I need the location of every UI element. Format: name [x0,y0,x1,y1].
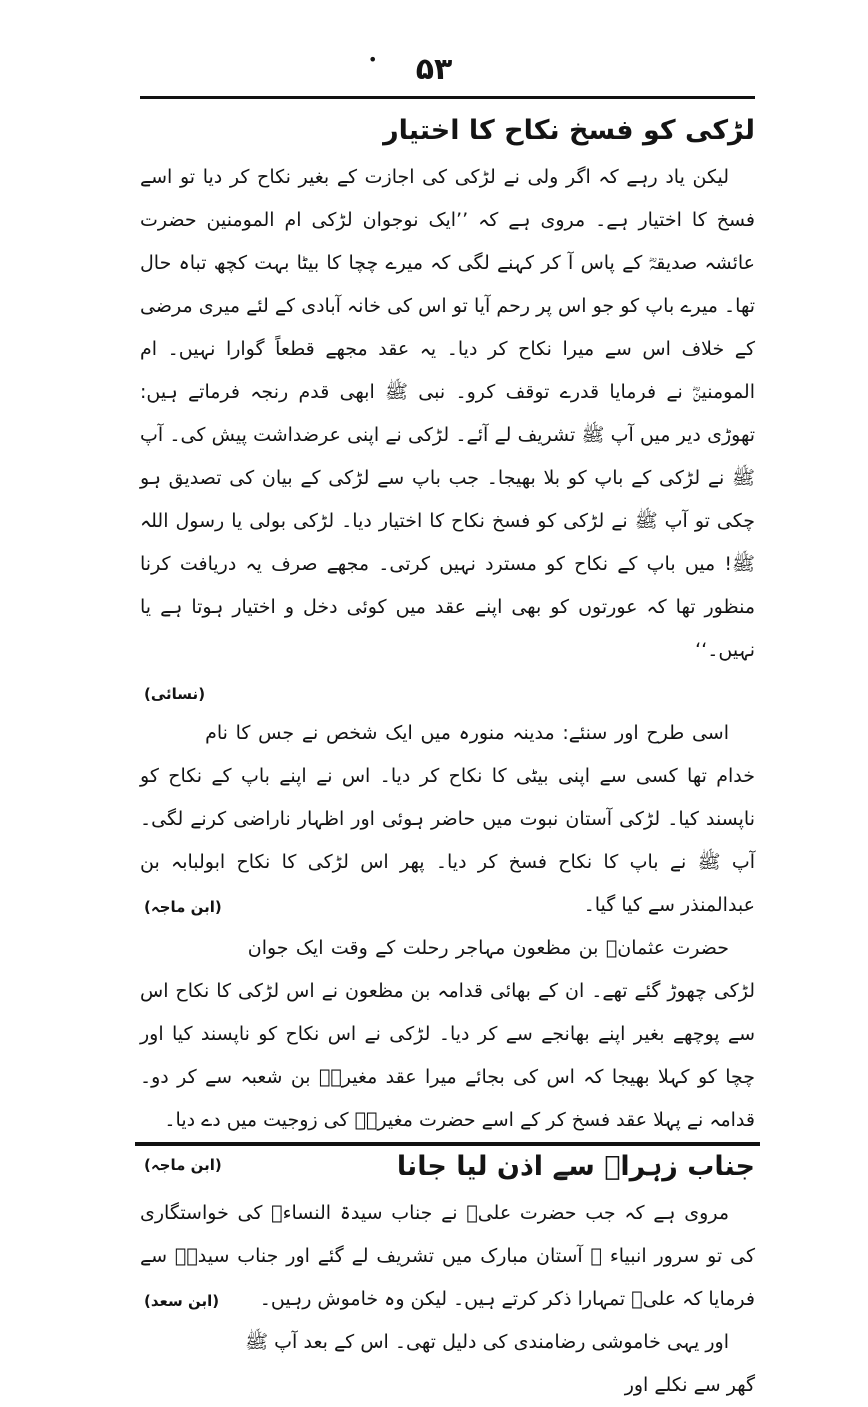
bottom-rule [135,1142,760,1146]
paragraph [140,712,755,927]
citation: (ابن ماجہ) [144,1156,222,1174]
paragraph-text: اسی طرح اور سنئے: مدینہ منورہ میں ایک شخص نے جس کا نام خدام تھا کسی سے اپنی بیٹی کا نکاح کر دیا۔ اس نے اپنے باپ کے نکاح کو ناپسند کیا۔ لڑکی آستان نبوت میں حاضر ہوئی اور اظہار ناراضی کرنے لگی۔ آپ ﷺ نے باپ کا نکاح فسخ کر دیا۔ پھر اس لڑکی کا نکاح ابولبابہ بن عبدالمنذر سے کیا گیا۔ [140,722,755,916]
paragraph-text: مروی ہے کہ جب حضرت علیؑ نے جناب سیدۃ النساءؑ کی خواستگاری کی تو سرور انبیاء ﷺ آستان مبارک میں تشریف لے گئے اور جناب سیدہؑ سے فرمایا کہ علیؑ تمہارا ذکر کرتے ہیں۔ لیکن وہ خاموش رہیں۔ [140,1202,755,1310]
citation: (ابن سعد) [144,1292,220,1310]
page-number: ۵۳ [415,52,453,87]
ink-dot: • [368,50,378,69]
paragraph [140,156,755,672]
citation: (نسائی) [144,685,206,703]
section-heading: لڑکی کو فسخ نکاح کا اختیار [383,115,755,146]
paragraph [140,1192,755,1321]
citation: (ابن ماجہ) [144,898,222,916]
top-rule [140,96,755,99]
paragraph-text: اور یہی خاموشی رضامندی کی دلیل تھی۔ اس کے بعد آپ ﷺ گھر سے نکلے اور [245,1331,755,1396]
section-heading: جناب زہراؑ سے اذن لیا جانا [396,1151,755,1182]
paragraph-text: لیکن یاد رہے کہ اگر ولی نے لڑکی کی اجازت کے بغیر نکاح کر دیا تو اسے فسخ کا اختیار ہے۔ مروی ہے کہ ’’ایک نوجوان لڑکی ام المومنین حضرت عائشہ صدیقہؓ کے پاس آ کر کہنے لگی کہ میرے چچا کا بیٹا بہت کچھ تباہ حال تھا۔ میرے باپ کو جو اس پر رحم آیا تو اس کی خانہ آبادی کے لئے میری مرضی کے خلاف اس سے میرا نکاح کر دیا۔ یہ عقد مجھے قطعاً گوارا نہیں۔ ام المومنینؓ نے فرمایا قدرے توقف کرو۔ نبی ﷺ ابھی قدم رنجہ فرماتے ہیں: تھوڑی دیر میں آپ ﷺ تشریف لے آئے۔ لڑکی نے اپنی عرضداشت پیش کی۔ آپ ﷺ نے لڑکی کے باپ کو بلا بھیجا۔ جب باپ سے لڑکی کے بیان کی تصدیق ہو چکی تو آپ ﷺ نے لڑکی کو فسخ نکاح کا اختیار دیا۔ لڑکی بولی یا رسول اللہ ﷺ! میں باپ کے نکاح کو مسترد نہیں کرتی۔ مجھے صرف یہ دریافت کرنا منظور تھا کہ عورتوں کو بھی اپنے عقد میں کوئی دخل و اختیار ہوتا ہے یا نہیں۔‘‘ [140,166,755,661]
paragraph [140,1321,755,1407]
paragraph-text: حضرت عثمانؓ بن مظعون مہاجر رحلت کے وقت ایک جوان لڑکی چھوڑ گئے تھے۔ ان کے بھائی قدامہ بن مظعون نے اس لڑکی کا نکاح اس سے پوچھے بغیر اپنے بھانجے سے کر دیا۔ لڑکی نے اس نکاح کو ناپسند کیا اور چچا کو کہلا بھیجا کہ اس کی بجائے میرا عقد مغیرہؓ بن شعبہ سے کر دو۔ قدامہ نے پہلا عقد فسخ کر کے اسے حضرت مغیرہؓ کی زوجیت میں دے دیا۔ [140,937,755,1131]
page-body [140,106,755,1396]
